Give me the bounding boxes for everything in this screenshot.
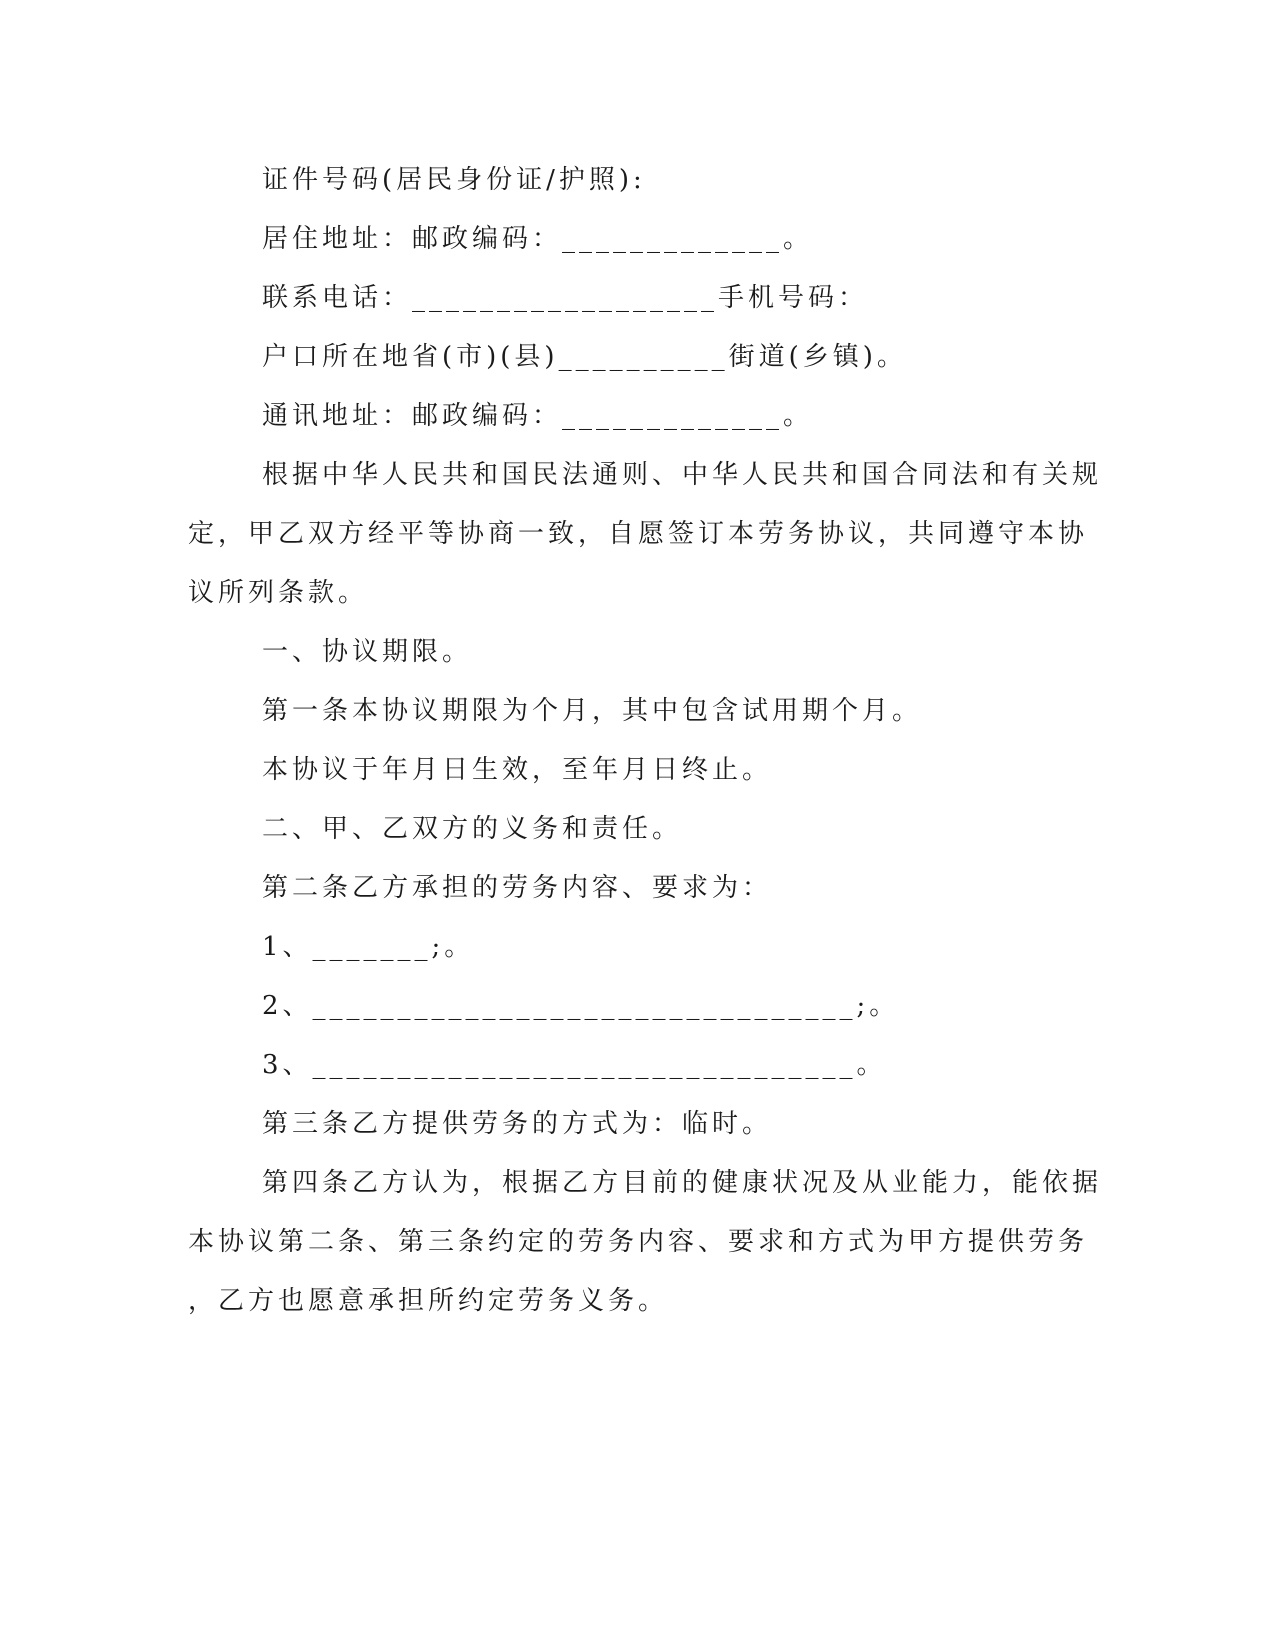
section-heading-term: 一、协议期限。	[262, 637, 473, 667]
residence-address-line: 居住地址：邮政编码：_____________。	[262, 224, 814, 254]
preamble-line-1: 根据中华人民共和国民法通则、中华人民共和国合同法和有关规	[262, 460, 1103, 490]
effective-date-line: 本协议于年月日生效，至年月日终止。	[262, 755, 773, 785]
article-4-line-2: 本协议第二条、第三条约定的劳务内容、要求和方式为甲方提供劳务	[188, 1227, 1089, 1257]
item-3-line: 3、________________________________。	[262, 1050, 887, 1080]
item-1-line: 1、_______;。	[262, 932, 475, 962]
item-2-line: 2、________________________________;。	[262, 991, 900, 1021]
article-2-line: 第二条乙方承担的劳务内容、要求为：	[262, 873, 773, 903]
article-3-line: 第三条乙方提供劳务的方式为：临时。	[262, 1109, 773, 1139]
preamble-line-2: 定，甲乙双方经平等协商一致，自愿签订本劳务协议，共同遵守本协	[188, 519, 1089, 549]
preamble-line-3: 议所列条款。	[188, 578, 369, 608]
id-number-line: 证件号码(居民身份证/护照):	[262, 165, 646, 195]
article-4-line-3: ，乙方也愿意承担所约定劳务义务。	[188, 1286, 669, 1316]
phone-line: 联系电话：__________________手机号码：	[262, 283, 869, 313]
household-registration-line: 户口所在地省(市)(县)__________街道(乡镇)。	[262, 342, 907, 372]
article-1-line: 第一条本协议期限为个月，其中包含试用期个月。	[262, 696, 923, 726]
article-4-line-1: 第四条乙方认为，根据乙方目前的健康状况及从业能力，能依据	[262, 1168, 1103, 1198]
section-heading-obligations: 二、甲、乙双方的义务和责任。	[262, 814, 683, 844]
mailing-address-line: 通讯地址：邮政编码：_____________。	[262, 401, 814, 431]
